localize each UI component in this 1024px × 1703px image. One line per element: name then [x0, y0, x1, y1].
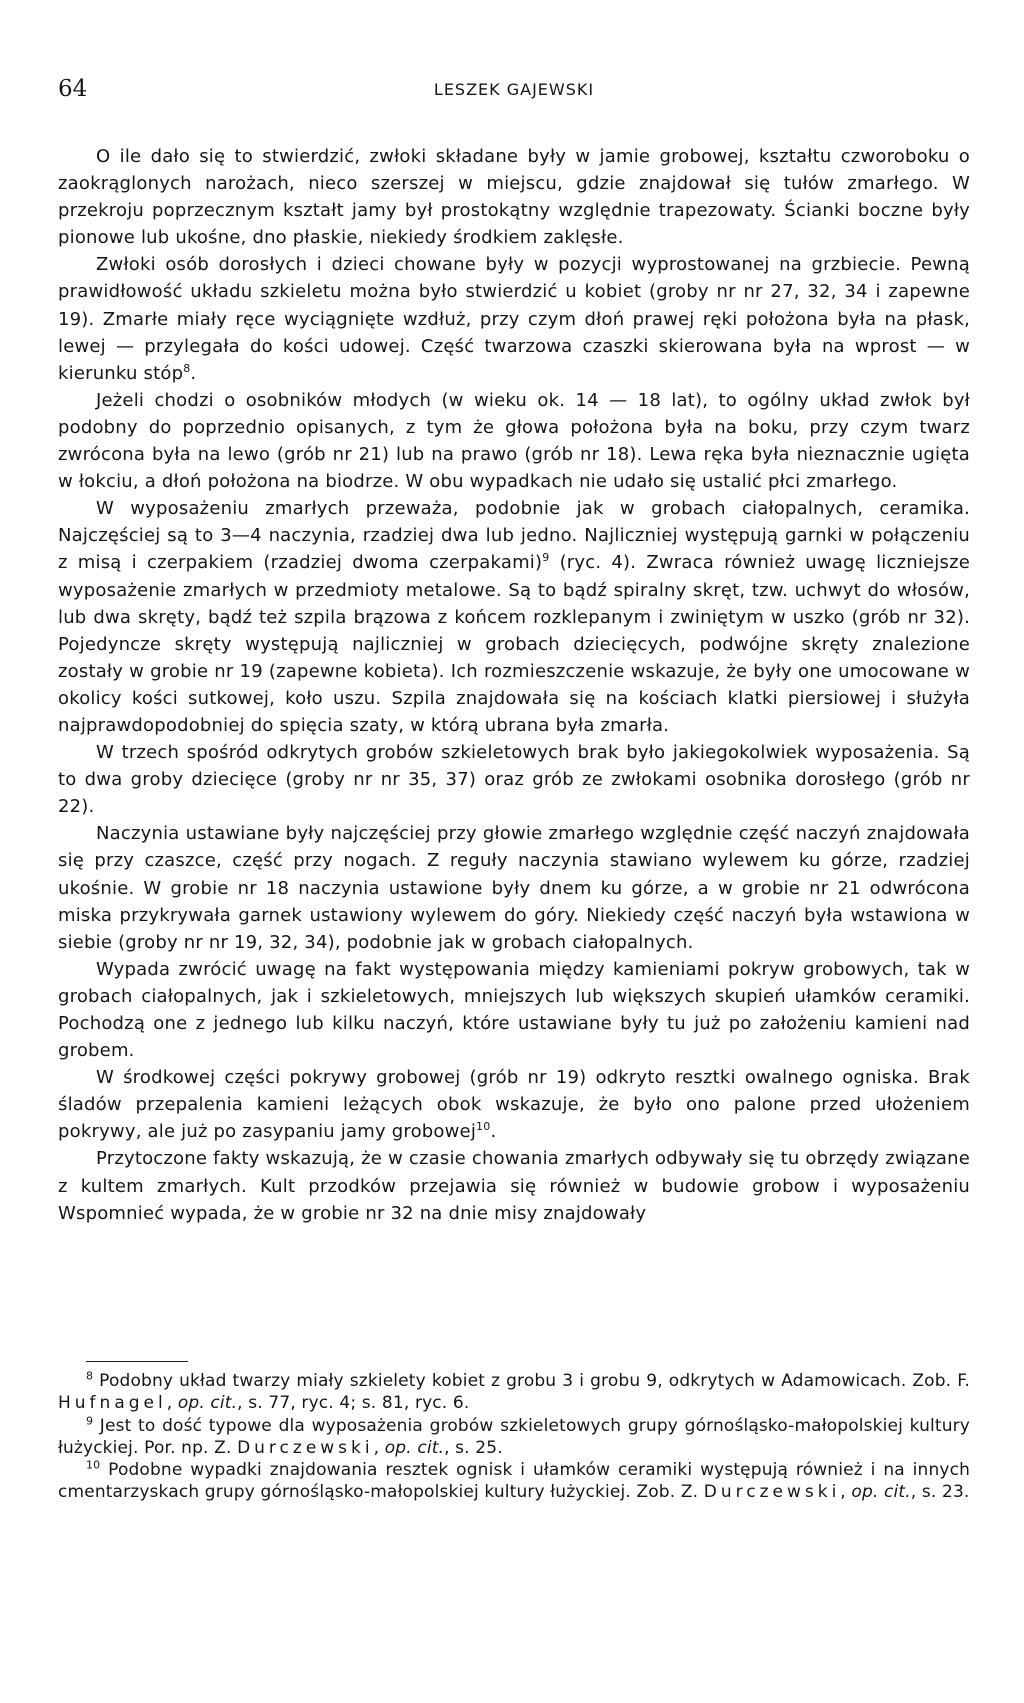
- footnote-9-opcit: op. cit.: [384, 1437, 445, 1458]
- footnote-9-text-b: , s. 25.: [444, 1437, 503, 1458]
- footnote-9-text-a: Jest to dość typowe dla wyposażenia grobów szkieletowych grupy górnośląsko-małopolskiej kultury łużyckiej. Por. np. Z.: [58, 1415, 970, 1458]
- page-header: [58, 76, 970, 112]
- footnote-10-text-a: Podobne wypadki znajdowania resztek ognisk i ułamków ceramiki występują również i na innych cmentarzyskach grupy górnośląsko-małopolskiej kultury łużyckiej. Zob. Z.: [58, 1460, 970, 1503]
- paragraph-8-end: .: [490, 1121, 497, 1143]
- footnote-8-mark: 8: [86, 1369, 94, 1383]
- footnotes: [58, 1370, 970, 1504]
- footnote-10: [58, 1459, 970, 1504]
- footnote-8-text-a: Podobny układ twarzy miały szkielety kobiet z grobu 3 i grobu 9, odkrytych w Adamowicach. Zob. F.: [93, 1371, 970, 1391]
- paragraph-5: W trzech spośród odkrytych grobów szkieletowych brak było jakiegokolwiek wyposażenia. Są to dwa groby dziecięce (groby nr nr 35, 37) oraz grób ze zwłokami osobnika dorosłego (grób nr 22).: [58, 742, 970, 818]
- footnote-8-sep: ,: [166, 1393, 178, 1414]
- footnote-10-text-b: , s. 23.: [910, 1482, 970, 1503]
- footnote-9-sep: ,: [373, 1437, 385, 1458]
- paragraph-2-end: .: [190, 362, 197, 384]
- paragraph-6: Naczynia ustawiane były najczęściej przy głowie zmarłego względnie część naczyń znajdowała się przy czaszce, część przy nogach. Z reguły naczynia stawiano wylewem ku górze, rzadziej ukośnie. W grobie nr 18 naczynia ustawione były dnem ku górze, a w grobie nr 21 odwrócona miska przykrywała garnek ustawiony wylewem do góry. Niekiedy część naczyń była wstawiona w siebie (groby nr nr 19, 32, 34), podobnie jak w grobach ciałopalnych.: [58, 823, 970, 953]
- paragraph-3: Jeżeli chodzi o osobników młodych (w wieku ok. 14 — 18 lat), to ogólny układ zwłok był podobny do poprzednio opisanych, z tym że głowa położona była na boku, przy czym twarz zwrócona była na lewo (grób nr 21) lub na prawo (grób nr 18). Lewa ręka była nieznacznie ugięta w łokciu, a dłoń położona na biodrze. W obu wypadkach nie udało się ustalić płci zmarłego.: [58, 389, 970, 493]
- paragraph-4-text-a: W wyposażeniu zmarłych przeważa, podobnie jak w grobach ciałopalnych, ceramika. Najczęściej są to 3—4 naczynia, rzadziej dwa lub jedno. Najliczniej występują garnki w połączeniu z misą i czerpakiem (rzadziej dwoma czerpakami): [58, 498, 970, 574]
- footnote-ref-9: 9: [542, 551, 550, 565]
- paragraph-4-text-b: (ryc. 4). Zwraca również uwagę liczniejsze wyposażenie zmarłych w przedmioty metalowe. Są to bądź spiralny skręt, tzw. uchwyt do włosów, lub dwa skręty, bądź też szpila brązowa z końcem rozklepanym i zwiniętym w uszko (grób nr 32). Pojedyncze skręty występują najliczniej w grobach dziecięcych, podwójne skręty znalezione zostały w grobie nr 19 (zapewne kobieta). Ich rozmieszczenie wskazuje, że były one umocowane w okolicy kości sutkowej, koło uszu. Szpila znajdowała się na kościach klatki piersiowej i służyła najprawdopodobniej do spięcia szaty, w którą ubrana była zmarła.: [58, 552, 971, 736]
- paragraph-2: [58, 251, 970, 386]
- footnote-10-opcit: op. cit.: [851, 1482, 911, 1503]
- paragraph-8-text: W środkowej części pokrywy grobowej (grób nr 19) odkryto resztki owalnego ogniska. Brak śladów przepalenia kamieni leżących obok wskazuje, że było ono palone przed ułożeniem pokrywy, ale już po zasypaniu jamy grobowej: [58, 1067, 970, 1143]
- footnote-8-opcit: op. cit.: [177, 1393, 238, 1414]
- footnote-9-mark: 9: [86, 1413, 94, 1427]
- footnote-10-mark: 10: [86, 1458, 101, 1472]
- footnote-8: [58, 1370, 970, 1415]
- paragraph-1: O ile dało się to stwierdzić, zwłoki składane były w jamie grobowej, kształtu czworoboku o zaokrąglonych narożach, nieco szerszej w miejscu, gdzie znajdował się tułów zmarłego. W przekroju poprzecznym kształt jamy był prostokątny względnie trapezowaty. Ścianki boczne były pionowe lub ukośne, dno płaskie, niekiedy środkiem zaklęsłe.: [58, 146, 970, 249]
- footnote-divider: [86, 1361, 188, 1362]
- footnote-10-sep: ,: [840, 1482, 852, 1503]
- footnote-9-author: Durczewski: [237, 1437, 374, 1458]
- paragraph-2-text: Zwłoki osób dorosłych i dzieci chowane były w pozycji wyprostowanej na grzbiecie. Pewną prawidłowość układu szkieletu można było stwierdzić u kobiet (groby nr nr 27, 32, 34 i zapewne 19). Zmarłe miały ręce wyciągnięte wzdłuż, przy czym dłoń prawej ręki położona była na płask, lewej — przylegała do kości udowej. Część twarzowa czaszki skierowana była na wprost — w kierunku stóp: [58, 254, 970, 384]
- running-head: LESZEK GAJEWSKI: [433, 80, 595, 99]
- main-text: [58, 143, 970, 1227]
- paragraph-9: Przytoczone fakty wskazują, że w czasie chowania zmarłych odbywały się tu obrzędy związane z kultem zmarłych. Kult przodków przejawia się również w budowie grobow i wyposażeniu Wspomnieć wypada, że w grobie nr 32 na dnie misy znajdowały: [58, 1148, 970, 1224]
- footnote-ref-10: 10: [476, 1120, 491, 1134]
- paragraph-4: [58, 495, 970, 739]
- footnote-9: [58, 1415, 970, 1460]
- footnote-ref-8: 8: [183, 361, 191, 375]
- footnote-8-text-b: , s. 77, ryc. 4; s. 81, ryc. 6.: [237, 1393, 470, 1414]
- page-number: 64: [58, 76, 88, 102]
- footnote-10-author: Durczewski: [703, 1482, 841, 1503]
- paragraph-7: Wypada zwrócić uwagę na fakt występowania między kamieniami pokryw grobowych, tak w grobach ciałopalnych, jak i szkieletowych, mniejszych lub większych skupień ułamków ceramiki. Pochodzą one z jednego lub kilku naczyń, które ustawiane były tu już po założeniu kamieni nad grobem.: [58, 958, 970, 1062]
- footnote-8-author: Hufnagel: [58, 1393, 167, 1414]
- paragraph-8: [58, 1064, 970, 1145]
